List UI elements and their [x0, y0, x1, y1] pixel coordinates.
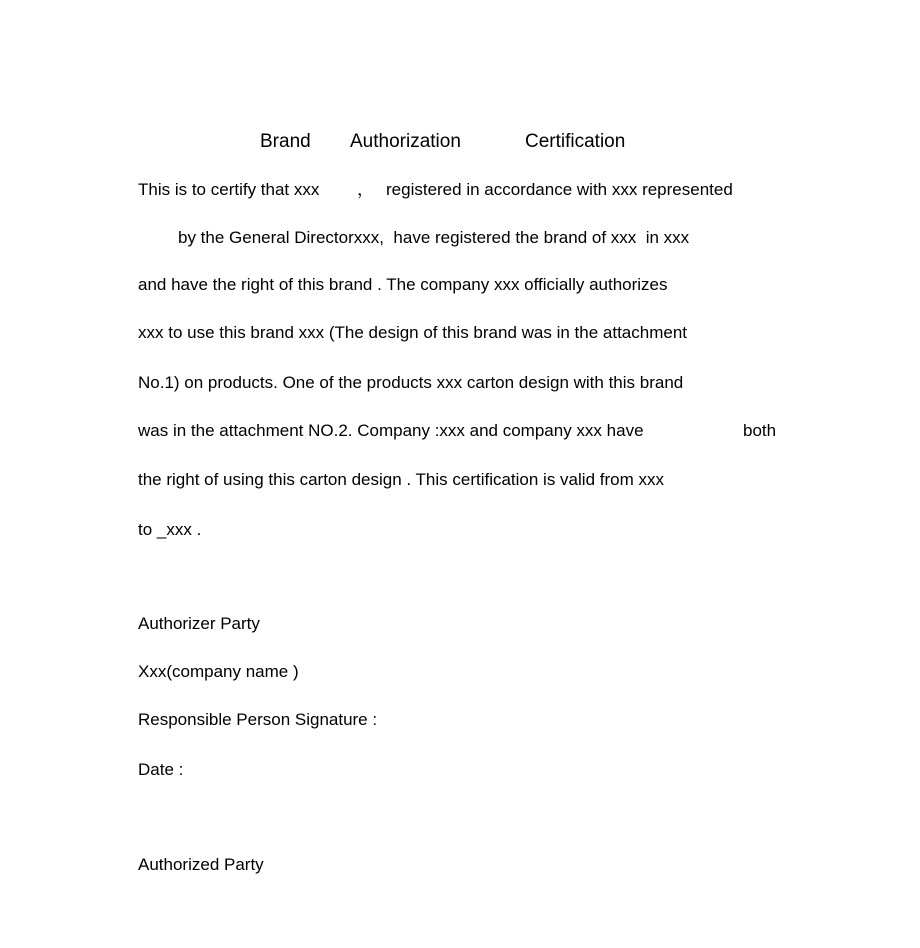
body-line-5: No.1) on products. One of the products xxx carton design with this brand — [138, 373, 684, 392]
body-line-1b: registered in accordance with xxx represented — [386, 180, 733, 199]
body-line-7: the right of using this carton design . This certification is valid from xxx — [138, 470, 664, 489]
title-word-brand: Brand — [260, 131, 311, 152]
body-line-1a: This is to certify that xxx — [138, 180, 320, 199]
title-word-certification: Certification — [525, 131, 626, 152]
body-line-4: xxx to use this brand xxx (The design of this brand was in the attachment — [138, 323, 688, 342]
body-line-3: and have the right of this brand . The company xxx officially authorizes — [138, 275, 668, 294]
body-line-6b: both — [743, 421, 777, 440]
authorizer-company: Xxx(company name ) — [138, 662, 299, 681]
authorizer-heading: Authorizer Party — [138, 614, 260, 633]
title-word-authorization: Authorization — [350, 131, 461, 152]
body-line-1-comma: ， — [357, 180, 374, 199]
authorizer-date-label: Date : — [138, 760, 184, 779]
body-line-8: to _xxx . — [138, 520, 202, 539]
authorizer-signature-label: Responsible Person Signature : — [138, 710, 378, 729]
body-line-6a: was in the attachment NO.2. Company :xxx and company xxx have — [138, 421, 644, 440]
authorized-heading: Authorized Party — [138, 855, 264, 874]
body-line-2: by the General Directorxxx, have registered the brand of xxx in xxx — [178, 228, 690, 247]
